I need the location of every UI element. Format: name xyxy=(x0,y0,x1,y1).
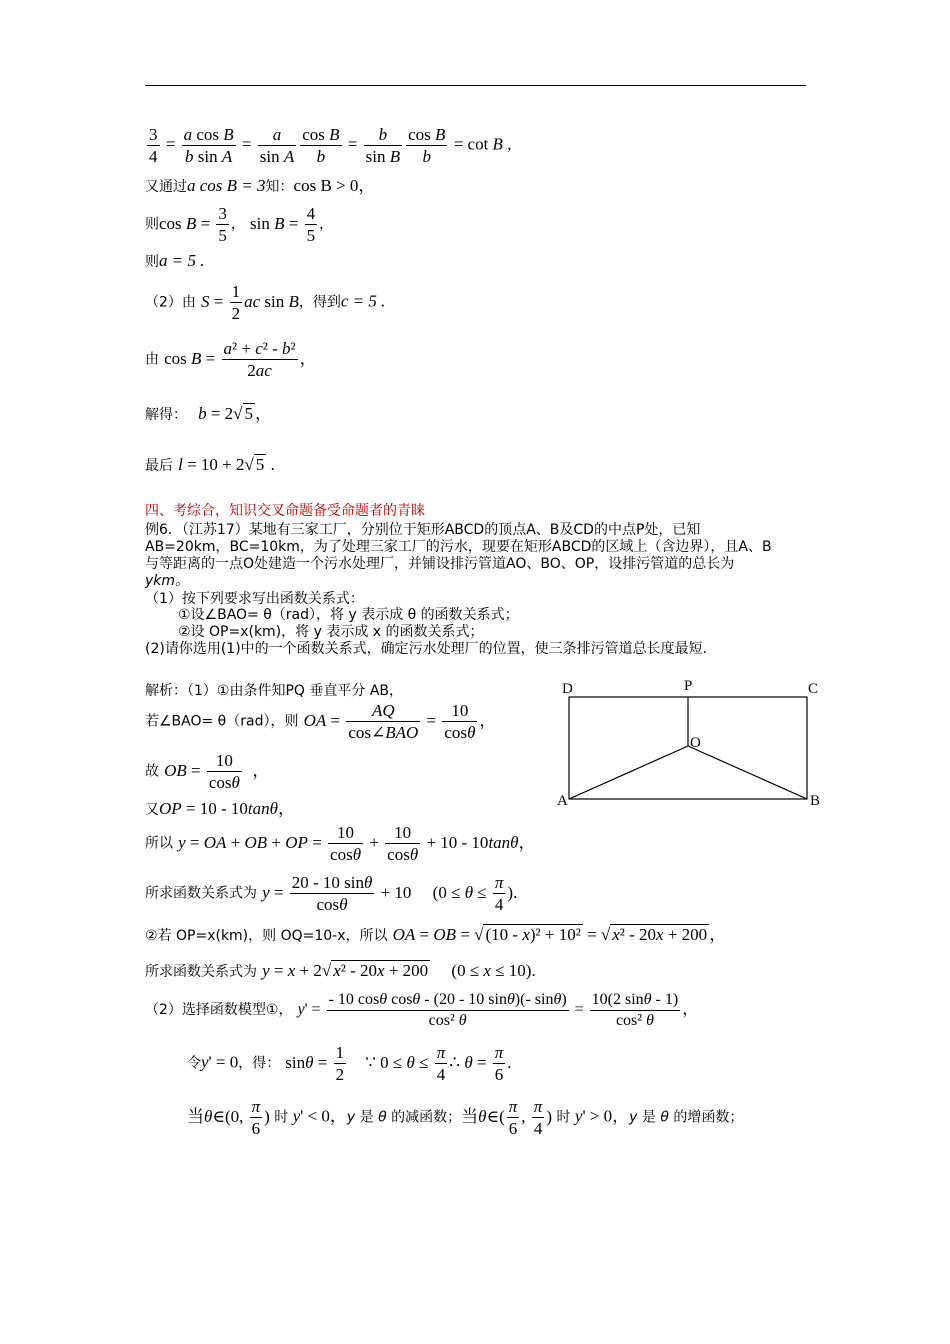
line-8: 最后 l = 10 + 2√ 5 . xyxy=(145,455,275,474)
problem-line-8: (2)请你选用(1)中的一个函数关系式，确定污水处理厂的位置，使三条排污管道总长度最短. xyxy=(145,641,708,657)
line-7: 解得： b = 2√ 5 ， xyxy=(145,404,273,423)
solution-line-11: 当θ∈(0, $\frac{\pi}{6}$ ) 时 y' < 0，y 是 θ 的减函数；当θ∈( $\frac{\pi}{6}$ , $\frac{\pi}{4}$ ) 时 y' > 0，y 是 θ 的增函数； xyxy=(187,1097,744,1139)
solution-line-4: 又OP = 10 - 10tanθ， xyxy=(145,799,295,818)
label-d: D xyxy=(562,681,573,697)
segment-ao xyxy=(569,746,688,799)
segment-bo xyxy=(688,746,807,799)
solution-line-5: 所以 y = OA + OB + OP = $\frac{10}{\cos\theta}$ + $\frac{10}{\cos\theta}$ + 10 - 10tanθ， xyxy=(145,823,536,865)
solution-line-3: 故 OB = $\frac{10}{\cos\theta}$ ， xyxy=(145,751,270,793)
problem-line-5: （1）按下列要求写出函数关系式： xyxy=(145,591,364,607)
problem-line-7: ②设 OP=x(km)，将 y 表示成 x 的函数关系式； xyxy=(178,624,484,640)
solution-line-10: 令y' = 0，得： sinθ = $\frac{1}{2}$ ∵ 0 ≤ θ ≤ $\frac{\pi}{4}$ ∴ θ = $\frac{\pi}{6}$ . xyxy=(187,1043,512,1085)
label-c: C xyxy=(808,681,819,697)
label-o: O xyxy=(690,735,701,751)
label-p: P xyxy=(684,678,693,694)
label-b: B xyxy=(810,793,821,809)
problem-line-6: ①设∠BAO= θ（rad），将 y 表示成 θ 的函数关系式； xyxy=(178,607,519,623)
label-a: A xyxy=(557,793,568,809)
line-3: 则cos B = $\frac{3}{5}$ ， sin B = $\frac{4}{5}$ ， xyxy=(145,204,334,246)
problem-line-4: ykm。 xyxy=(145,573,190,589)
solution-line-2: 若∠BAO= θ（rad），则 OA = $\frac{AQ}{\text{cos∠BAO}}$ = $\frac{10}{\cos\theta}$ ， xyxy=(145,701,497,743)
solution-line-8: 所求函数关系式为 y = x + 2√ x² - 20x + 200 (0 ≤ x ≤ 10). xyxy=(145,961,536,980)
line-4: 则a = 5 . xyxy=(145,251,205,270)
solution-line-6: 所求函数关系式为 y = $\frac{20 - 10 \sin\theta}{\cos\theta}$ + 10 (0 ≤ θ ≤ $\frac{\pi}{4}$ ). xyxy=(145,873,518,915)
line-6: 由 cos B = $\frac{\text{a² + c² - b²}}{2ac}$ ， xyxy=(145,339,317,381)
equation-line-1: $\frac{3}{4}$ = $\frac{\text{a cos B}}{\text{b sin A}}$ = $\frac{a}{\text{sin A}}$ $\frac{\text{cos B}}{b}$ = $\frac{b}{\text{sin B}}$ $\frac{\text{cos B}}{b}$ = cot B , xyxy=(149,125,512,167)
header-rule xyxy=(145,85,806,86)
problem-line-1: 例6．（江苏17）某地有三家工厂，分别位于矩形ABCD的顶点A、B及CD的中点P处，已知 xyxy=(145,522,701,538)
solution-line-1: 解析：（1）①由条件知PQ 垂直平分 AB， xyxy=(145,683,404,699)
section-heading: 四、考综合，知识交叉命题备受命题者的青睐 xyxy=(145,503,425,519)
line-5: （2）由 S = $\frac{1}{2}$ ac sin B，得到c = 5 . xyxy=(145,282,386,324)
problem-line-2: AB=20km，BC=10km，为了处理三家工厂的污水，现要在矩形ABCD的区域上（含边界），且A、B xyxy=(145,539,772,555)
solution-line-9: （2）选择函数模型①， y' = $\frac{\text{- 10 cosθ cosθ - (20 - 10 sinθ)(- sinθ)}}{\text{cos² θ}}$ = $\frac{10(2 \sin\theta - 1)}{\text{cos² θ}}$ ， xyxy=(145,991,699,1029)
problem-line-3: 与等距离的一点O处建造一个污水处理厂，并铺设排污管道AO、BO、OP，设排污管道的总长为 xyxy=(145,556,735,572)
rectangle-figure xyxy=(550,672,830,817)
solution-line-7: ②若 OP=x(km)，则 OQ=10-x，所以 OA = OB = √ (10 - x)² + 10² = √ x² - 20x + 200 ， xyxy=(145,925,727,944)
line-2: 又通过a cos B = 3知：cos B > 0， xyxy=(145,176,376,195)
